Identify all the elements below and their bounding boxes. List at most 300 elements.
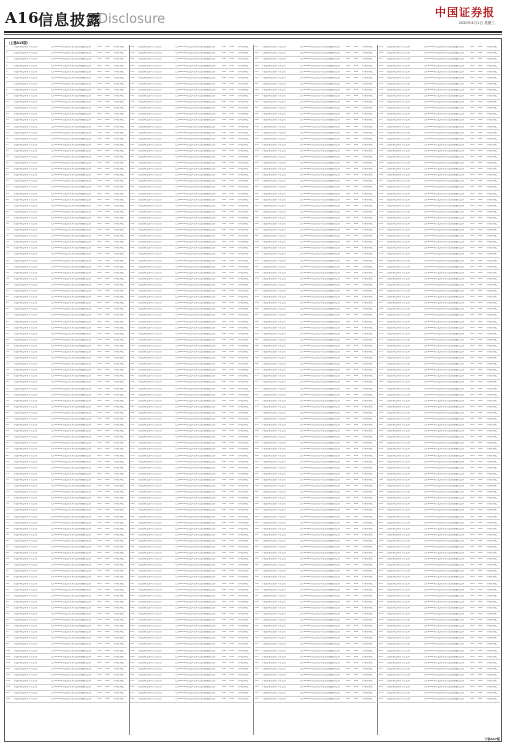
row-page-secondary: B36 (353, 485, 359, 488)
row-sequence: 15 (6, 131, 9, 134)
row-sequence: 215 (130, 692, 135, 695)
row-company: 上海证券交易所上市公司 (13, 58, 38, 61)
row-page-secondary: B36 (229, 58, 234, 61)
row-publication: 中国证券报 (486, 290, 497, 293)
row-title: 关于2019年度报告及年度报告摘要的公告 (299, 424, 340, 427)
row-page-secondary: B36 (478, 533, 483, 536)
row-page-secondary: B36 (478, 332, 483, 335)
row-page-secondary: B36 (478, 558, 483, 561)
row-title: 关于2019年度报告及年度报告摘要的公告 (174, 320, 216, 323)
row-page: A15 (346, 216, 351, 219)
row-company: 上海证券交易所上市公司 (261, 430, 286, 433)
row-sequence: 92 (6, 600, 9, 603)
row-page: A15 (470, 497, 475, 500)
row-publication: 中国证券报 (361, 290, 373, 293)
row-company: 上海证券交易所上市公司 (261, 485, 286, 488)
row-title: 关于2019年度报告及年度报告摘要的公告 (423, 424, 465, 427)
row-page-secondary: B36 (353, 296, 359, 299)
row-title: 关于2019年度报告及年度报告摘要的公告 (50, 460, 92, 463)
row-title: 关于2019年度报告及年度报告摘要的公告 (423, 466, 465, 469)
row-title: 关于2019年度报告及年度报告摘要的公告 (174, 131, 216, 134)
row-page-secondary: B36 (105, 478, 110, 481)
row-page-secondary: B36 (105, 326, 110, 329)
row-publication: 中国证券报 (486, 619, 497, 622)
row-company: 上海证券交易所上市公司 (261, 692, 286, 695)
row-page-secondary: B36 (229, 643, 234, 646)
row-publication: 中国证券报 (486, 424, 497, 427)
row-company: 上海证券交易所上市公司 (137, 344, 162, 347)
row-sequence: 257 (254, 290, 259, 293)
row-sequence: 329 (378, 70, 384, 73)
row-publication: 中国证券报 (361, 558, 373, 561)
row-company: 上海证券交易所上市公司 (13, 466, 38, 469)
row-company: 上海证券交易所上市公司 (261, 460, 286, 463)
row-page-secondary: B36 (105, 399, 110, 402)
row-title: 关于2019年度报告及年度报告摘要的公告 (50, 235, 92, 238)
row-sequence: 176 (130, 454, 135, 457)
row-company: 上海证券交易所上市公司 (137, 478, 162, 481)
row-title: 关于2019年度报告及年度报告摘要的公告 (50, 241, 92, 244)
row-page: A15 (97, 637, 102, 640)
row-page: A15 (97, 76, 102, 79)
row-sequence: 274 (254, 393, 259, 396)
row-page-secondary: B36 (229, 619, 234, 622)
row-sequence: 216 (130, 698, 135, 701)
row-company: 上海证券交易所上市公司 (137, 137, 162, 140)
row-page-secondary: B36 (353, 418, 359, 421)
row-publication: 中国证券报 (113, 625, 125, 628)
row-sequence: 116 (130, 88, 135, 91)
row-publication: 中国证券报 (486, 235, 497, 238)
row-title: 关于2019年度报告及年度报告摘要的公告 (174, 570, 216, 573)
row-page-secondary: B36 (105, 265, 110, 268)
row-company: 上海证券交易所上市公司 (13, 649, 38, 652)
row-publication: 中国证券报 (113, 686, 125, 689)
row-title: 关于2019年度报告及年度报告摘要的公告 (299, 308, 340, 311)
row-title: 关于2019年度报告及年度报告摘要的公告 (174, 174, 216, 177)
row-page-secondary: B36 (478, 131, 483, 134)
row-page-secondary: B36 (105, 186, 110, 189)
row-page-secondary: B36 (353, 204, 359, 207)
row-sequence: 207 (130, 643, 135, 646)
row-company: 上海证券交易所上市公司 (13, 661, 38, 664)
row-title: 关于2019年度报告及年度报告摘要的公告 (174, 332, 216, 335)
row-page: A15 (346, 204, 351, 207)
row-page: A15 (97, 259, 102, 262)
row-title: 关于2019年度报告及年度报告摘要的公告 (299, 661, 340, 664)
row-page: A15 (346, 643, 351, 646)
row-sequence: 275 (254, 399, 259, 402)
row-page-secondary: B36 (353, 265, 359, 268)
row-page: A15 (346, 107, 351, 110)
row-page-secondary: B36 (105, 82, 110, 85)
row-title: 关于2019年度报告及年度报告摘要的公告 (299, 643, 340, 646)
row-company: 上海证券交易所上市公司 (261, 259, 286, 262)
row-company: 上海证券交易所上市公司 (385, 631, 410, 634)
row-page: A15 (346, 619, 351, 622)
row-page-secondary: B36 (229, 149, 234, 152)
row-publication: 中国证券报 (486, 600, 497, 603)
row-page: A15 (470, 259, 475, 262)
row-publication: 中国证券报 (486, 503, 497, 506)
row-company: 上海证券交易所上市公司 (385, 539, 410, 542)
row-title: 关于2019年度报告及年度报告摘要的公告 (299, 375, 340, 378)
row-company: 上海证券交易所上市公司 (261, 204, 286, 207)
row-page: A15 (97, 667, 102, 670)
row-page: A15 (470, 637, 475, 640)
row-company: 上海证券交易所上市公司 (137, 491, 162, 494)
row-sequence: 61 (6, 411, 9, 414)
row-page: A15 (346, 698, 351, 701)
disclosure-row (255, 697, 376, 703)
row-company: 上海证券交易所上市公司 (137, 545, 162, 548)
row-page-secondary: B36 (105, 101, 110, 104)
row-page: A15 (221, 673, 227, 676)
row-publication: 中国证券报 (486, 643, 497, 646)
row-page-secondary: B36 (353, 552, 359, 555)
row-company: 上海证券交易所上市公司 (13, 326, 38, 329)
row-title: 关于2019年度报告及年度报告摘要的公告 (50, 162, 92, 165)
row-page-secondary: B36 (478, 46, 483, 49)
row-publication: 中国证券报 (486, 332, 497, 335)
row-title: 关于2019年度报告及年度报告摘要的公告 (423, 594, 465, 597)
row-title: 关于2019年度报告及年度报告摘要的公告 (299, 631, 340, 634)
row-page: A15 (97, 180, 102, 183)
row-title: 关于2019年度报告及年度报告摘要的公告 (299, 418, 340, 421)
row-title: 关于2019年度报告及年度报告摘要的公告 (423, 686, 465, 689)
row-page: A15 (221, 125, 227, 128)
row-title: 关于2019年度报告及年度报告摘要的公告 (174, 277, 216, 280)
row-publication: 中国证券报 (113, 235, 125, 238)
row-publication: 中国证券报 (237, 643, 249, 646)
row-title: 关于2019年度报告及年度报告摘要的公告 (423, 600, 465, 603)
row-page-secondary: B36 (105, 271, 110, 274)
row-company: 上海证券交易所上市公司 (385, 119, 410, 122)
row-sequence: 415 (378, 594, 384, 597)
row-page-secondary: B36 (478, 223, 483, 226)
row-page: A15 (221, 643, 227, 646)
row-page: A15 (221, 95, 227, 98)
row-page-secondary: B36 (478, 686, 483, 689)
row-page: A15 (97, 107, 102, 110)
row-page-secondary: B36 (478, 308, 483, 311)
row-page-secondary: B36 (229, 290, 234, 293)
row-title: 关于2019年度报告及年度报告摘要的公告 (423, 430, 465, 433)
row-page-secondary: B36 (353, 570, 359, 573)
row-company: 上海证券交易所上市公司 (137, 76, 162, 79)
row-title: 关于2019年度报告及年度报告摘要的公告 (174, 198, 216, 201)
row-page: A15 (221, 424, 227, 427)
section-title-chinese: 信息披露 (38, 11, 103, 29)
row-title: 关于2019年度报告及年度报告摘要的公告 (174, 454, 216, 457)
row-sequence: 333 (378, 95, 384, 98)
row-sequence: 49 (6, 338, 9, 341)
row-company: 上海证券交易所上市公司 (261, 344, 286, 347)
row-page: A15 (97, 363, 102, 366)
row-page: A15 (97, 332, 102, 335)
row-title: 关于2019年度报告及年度报告摘要的公告 (299, 491, 340, 494)
row-title: 关于2019年度报告及年度报告摘要的公告 (50, 594, 92, 597)
row-company: 上海证券交易所上市公司 (261, 223, 286, 226)
row-title: 关于2019年度报告及年度报告摘要的公告 (299, 326, 340, 329)
row-page-secondary: B36 (105, 338, 110, 341)
row-sequence: 374 (378, 344, 384, 347)
row-publication: 中国证券报 (113, 64, 125, 67)
row-page: A15 (346, 277, 351, 280)
row-publication: 中国证券报 (486, 155, 497, 158)
row-company: 上海证券交易所上市公司 (385, 692, 410, 695)
row-page-secondary: B36 (105, 606, 110, 609)
row-publication: 中国证券报 (113, 576, 125, 579)
row-publication: 中国证券报 (486, 76, 497, 79)
row-page-secondary: B36 (105, 198, 110, 201)
row-title: 关于2019年度报告及年度报告摘要的公告 (50, 149, 92, 152)
row-sequence: 103 (6, 667, 11, 670)
row-publication: 中国证券报 (113, 533, 125, 536)
row-sequence: 359 (378, 253, 384, 256)
row-page-secondary: B36 (353, 88, 359, 91)
row-title: 关于2019年度报告及年度报告摘要的公告 (423, 95, 465, 98)
row-title: 关于2019年度报告及年度报告摘要的公告 (50, 515, 92, 518)
row-title: 关于2019年度报告及年度报告摘要的公告 (423, 357, 465, 360)
row-sequence: 74 (6, 491, 9, 494)
row-company: 上海证券交易所上市公司 (261, 229, 286, 232)
row-publication: 中国证券报 (113, 460, 125, 463)
row-title: 关于2019年度报告及年度报告摘要的公告 (299, 70, 340, 73)
row-publication: 中国证券报 (361, 600, 373, 603)
row-page-secondary: B36 (353, 527, 359, 530)
row-sequence: 369 (378, 314, 384, 317)
row-title: 关于2019年度报告及年度报告摘要的公告 (299, 564, 340, 567)
row-page-secondary: B36 (353, 558, 359, 561)
row-publication: 中国证券报 (113, 308, 125, 311)
row-publication: 中国证券报 (486, 338, 497, 341)
row-title: 关于2019年度报告及年度报告摘要的公告 (423, 235, 465, 238)
section-title-english: Disclosure (98, 12, 166, 27)
row-sequence: 252 (254, 259, 259, 262)
row-sequence: 16 (6, 137, 9, 140)
row-page: A15 (221, 375, 227, 378)
row-company: 上海证券交易所上市公司 (13, 210, 38, 213)
row-page: A15 (97, 393, 102, 396)
row-publication: 中国证券报 (361, 625, 373, 628)
row-page-secondary: B36 (229, 216, 234, 219)
row-page: A15 (97, 411, 102, 414)
row-company: 上海证券交易所上市公司 (385, 76, 410, 79)
row-page: A15 (470, 588, 475, 591)
row-title: 关于2019年度报告及年度报告摘要的公告 (174, 314, 216, 317)
row-sequence: 78 (6, 515, 9, 518)
row-page: A15 (346, 70, 351, 73)
row-publication: 中国证券报 (113, 527, 125, 530)
row-company: 上海证券交易所上市公司 (385, 143, 410, 146)
row-sequence: 404 (378, 527, 384, 530)
row-company: 上海证券交易所上市公司 (137, 692, 162, 695)
row-publication: 中国证券报 (486, 576, 497, 579)
row-company: 上海证券交易所上市公司 (13, 375, 38, 378)
row-publication: 中国证券报 (113, 411, 125, 414)
row-company: 上海证券交易所上市公司 (261, 174, 286, 177)
row-title: 关于2019年度报告及年度报告摘要的公告 (423, 283, 465, 286)
row-sequence: 332 (378, 88, 384, 91)
row-sequence: 316 (254, 649, 259, 652)
row-publication: 中国证券报 (361, 503, 373, 506)
row-page-secondary: B36 (105, 558, 110, 561)
row-publication: 中国证券报 (113, 405, 125, 408)
row-page-secondary: B36 (478, 631, 483, 634)
row-publication: 中国证券报 (237, 594, 249, 597)
row-page: A15 (470, 667, 475, 670)
row-page: A15 (97, 442, 102, 445)
row-publication: 中国证券报 (113, 375, 125, 378)
row-title: 关于2019年度报告及年度报告摘要的公告 (174, 168, 216, 171)
row-title: 关于2019年度报告及年度报告摘要的公告 (299, 369, 340, 372)
row-page-secondary: B36 (353, 320, 359, 323)
row-title: 关于2019年度报告及年度报告摘要的公告 (50, 533, 92, 536)
row-company: 上海证券交易所上市公司 (137, 564, 162, 567)
row-page-secondary: B36 (478, 88, 483, 91)
row-publication: 中国证券报 (237, 119, 249, 122)
row-sequence: 193 (130, 558, 135, 561)
row-publication: 中国证券报 (361, 125, 373, 128)
row-page-secondary: B36 (353, 472, 359, 475)
row-company: 上海证券交易所上市公司 (137, 241, 162, 244)
row-sequence: 197 (130, 582, 135, 585)
row-company: 上海证券交易所上市公司 (385, 180, 410, 183)
row-sequence: 111 (130, 58, 135, 61)
row-company: 上海证券交易所上市公司 (137, 588, 162, 591)
row-title: 关于2019年度报告及年度报告摘要的公告 (423, 308, 465, 311)
row-company: 上海证券交易所上市公司 (261, 552, 286, 555)
row-title: 关于2019年度报告及年度报告摘要的公告 (174, 509, 216, 512)
row-company: 上海证券交易所上市公司 (13, 131, 38, 134)
row-publication: 中国证券报 (486, 698, 497, 701)
row-title: 关于2019年度报告及年度报告摘要的公告 (423, 302, 465, 305)
row-title: 关于2019年度报告及年度报告摘要的公告 (50, 503, 92, 506)
row-sequence: 254 (254, 271, 259, 274)
row-sequence: 371 (378, 326, 384, 329)
row-sequence: 217 (254, 46, 259, 49)
row-publication: 中国证券报 (113, 180, 125, 183)
row-title: 关于2019年度报告及年度报告摘要的公告 (299, 296, 340, 299)
row-company: 上海证券交易所上市公司 (385, 387, 410, 390)
row-page: A15 (97, 143, 102, 146)
row-page: A15 (346, 168, 351, 171)
row-company: 上海证券交易所上市公司 (385, 350, 410, 353)
row-title: 关于2019年度报告及年度报告摘要的公告 (174, 283, 216, 286)
row-title: 关于2019年度报告及年度报告摘要的公告 (50, 680, 92, 683)
row-page-secondary: B36 (105, 698, 110, 701)
row-page: A15 (470, 643, 475, 646)
row-company: 上海证券交易所上市公司 (13, 533, 38, 536)
row-publication: 中国证券报 (237, 509, 249, 512)
row-sequence: 52 (6, 357, 9, 360)
row-sequence: 147 (130, 277, 135, 280)
row-sequence: 175 (130, 448, 135, 451)
row-page-secondary: B36 (105, 527, 110, 530)
row-page-secondary: B36 (353, 460, 359, 463)
row-page: A15 (221, 46, 227, 49)
row-sequence: 47 (6, 326, 9, 329)
row-sequence: 226 (254, 101, 259, 104)
row-page-secondary: B36 (105, 296, 110, 299)
row-publication: 中国证券报 (361, 539, 373, 542)
row-publication: 中国证券报 (113, 363, 125, 366)
row-company: 上海证券交易所上市公司 (137, 186, 162, 189)
row-publication: 中国证券报 (361, 643, 373, 646)
row-company: 上海证券交易所上市公司 (385, 576, 410, 579)
row-sequence: 313 (254, 631, 259, 634)
row-sequence: 213 (130, 680, 135, 683)
row-title: 关于2019年度报告及年度报告摘要的公告 (174, 558, 216, 561)
row-sequence: 229 (254, 119, 259, 122)
row-page: A15 (346, 485, 351, 488)
row-publication: 中国证券报 (486, 271, 497, 274)
row-page-secondary: B36 (105, 223, 110, 226)
row-company: 上海证券交易所上市公司 (261, 107, 286, 110)
row-page-secondary: B36 (478, 661, 483, 664)
row-publication: 中国证券报 (486, 186, 497, 189)
row-sequence: 82 (6, 539, 9, 542)
row-title: 关于2019年度报告及年度报告摘要的公告 (174, 70, 216, 73)
row-page-secondary: B36 (229, 661, 234, 664)
row-page-secondary: B36 (353, 143, 359, 146)
row-company: 上海证券交易所上市公司 (385, 277, 410, 280)
row-company: 上海证券交易所上市公司 (385, 64, 410, 67)
row-sequence: 320 (254, 673, 259, 676)
row-title: 关于2019年度报告及年度报告摘要的公告 (50, 552, 92, 555)
row-sequence: 135 (130, 204, 135, 207)
row-page-secondary: B36 (478, 680, 483, 683)
row-page-secondary: B36 (478, 637, 483, 640)
row-company: 上海证券交易所上市公司 (13, 204, 38, 207)
row-publication: 中国证券报 (361, 454, 373, 457)
row-title: 关于2019年度报告及年度报告摘要的公告 (174, 545, 216, 548)
row-page: A15 (97, 405, 102, 408)
row-sequence: 105 (6, 680, 11, 683)
row-title: 关于2019年度报告及年度报告摘要的公告 (174, 192, 216, 195)
row-page: A15 (470, 168, 475, 171)
row-company: 上海证券交易所上市公司 (13, 350, 38, 353)
row-sequence: 137 (130, 216, 135, 219)
row-sequence: 173 (130, 436, 135, 439)
row-page-secondary: B36 (478, 168, 483, 171)
row-page-secondary: B36 (105, 168, 110, 171)
row-company: 上海证券交易所上市公司 (137, 399, 162, 402)
row-page-secondary: B36 (478, 95, 483, 98)
row-publication: 中国证券报 (361, 241, 373, 244)
row-publication: 中国证券报 (486, 259, 497, 262)
row-title: 关于2019年度报告及年度报告摘要的公告 (174, 497, 216, 500)
row-title: 关于2019年度报告及年度报告摘要的公告 (50, 192, 92, 195)
row-company: 上海证券交易所上市公司 (261, 491, 286, 494)
row-sequence: 163 (130, 375, 135, 378)
row-page-secondary: B36 (353, 101, 359, 104)
row-page-secondary: B36 (105, 491, 110, 494)
row-title: 关于2019年度报告及年度报告摘要的公告 (299, 76, 340, 79)
row-title: 关于2019年度报告及年度报告摘要的公告 (299, 88, 340, 91)
row-page: A15 (346, 381, 351, 384)
row-page: A15 (221, 265, 227, 268)
row-page: A15 (470, 466, 475, 469)
row-title: 关于2019年度报告及年度报告摘要的公告 (174, 491, 216, 494)
row-page: A15 (221, 296, 227, 299)
row-title: 关于2019年度报告及年度报告摘要的公告 (174, 576, 216, 579)
row-page-secondary: B36 (105, 113, 110, 116)
row-sequence: 208 (130, 649, 135, 652)
row-page: A15 (470, 582, 475, 585)
row-page: A15 (346, 570, 351, 573)
